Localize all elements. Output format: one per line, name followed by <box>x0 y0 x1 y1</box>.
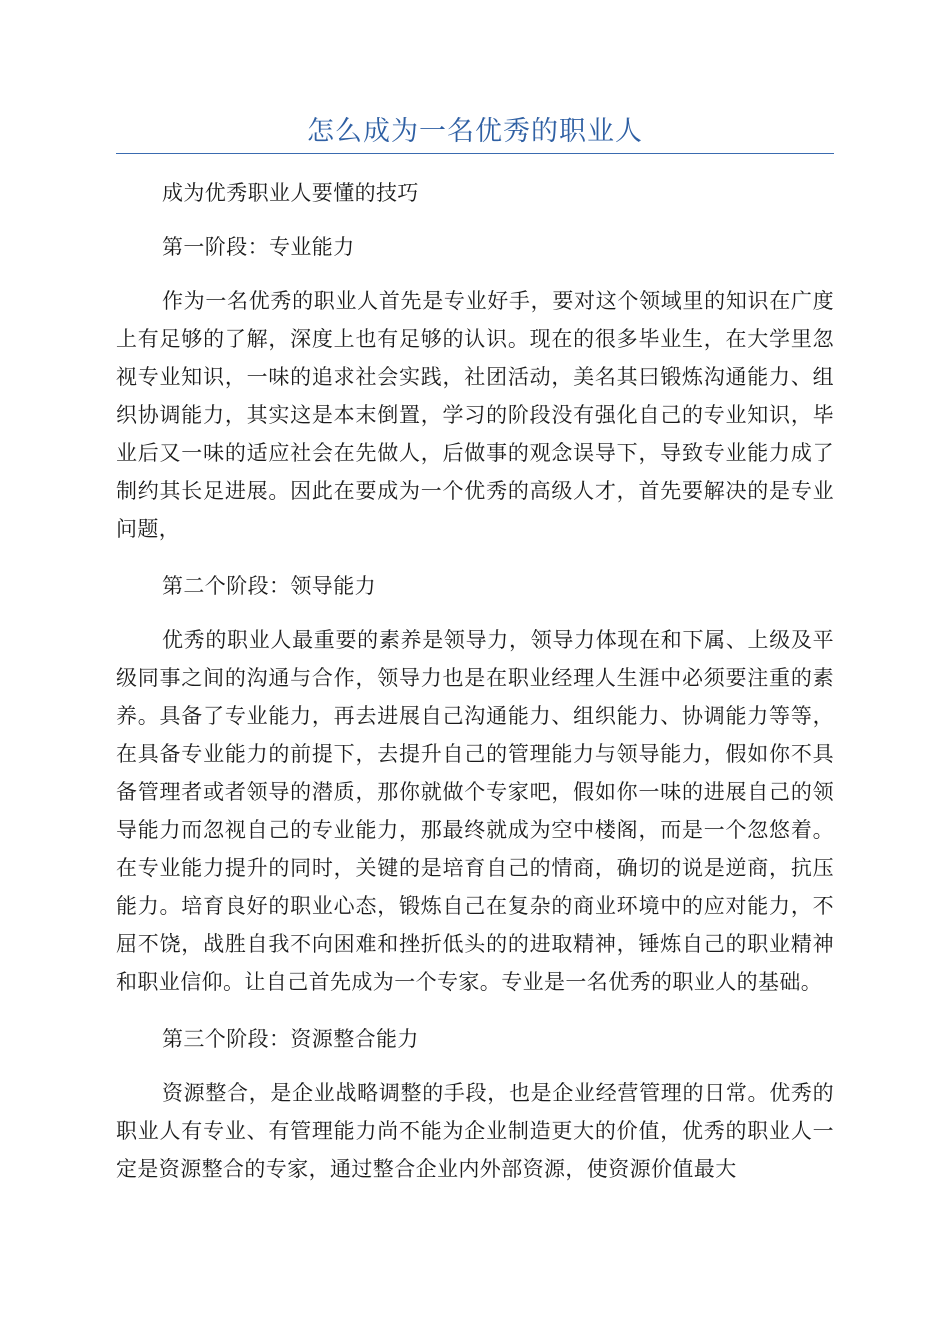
title-underline <box>116 153 834 154</box>
section-heading-stage-one: 第一阶段：专业能力 <box>162 235 355 259</box>
section-heading-stage-three: 第三个阶段：资源整合能力 <box>162 1027 419 1051</box>
document-title: 怎么成为一名优秀的职业人 <box>307 116 643 147</box>
paragraph-stage-one: 作为一名优秀的职业人首先是专业好手，要对这个领域里的知识在广度上有足够的了解，深度上也有足够的认识。现在的很多毕业生，在大学里忽视专业知识，一味的追求社会实践，社团活动，美名其曰锻炼沟通能力、组织协调能力，其实这是本末倒置，学习的阶段没有强化自己的专业知识，毕业后又一味的适应社会在先做人，后做事的观念误导下，导致专业能力成了制约其长足进展。因此在要成为一个优秀的高级人才，首先要解决的是专业问题， <box>116 289 834 541</box>
paragraph-stage-two: 优秀的职业人最重要的素养是领导力，领导力体现在和下属、上级及平级同事之间的沟通与合作，领导力也是在职业经理人生涯中必须要注重的素养。具备了专业能力，再去进展自己沟通能力、组织能力、协调能力等等，在具备专业能力的前提下，去提升自己的管理能力与领导能力，假如你不具备管理者或者领导的潜质，那你就做个专家吧，假如你一味的进展自己的领导能力而忽视自己的专业能力，那最终就成为空中楼阁，而是一个忽悠着。在专业能力提升的同时，关键的是培育自己的情商，确切的说是逆商，抗压能力。培育良好的职业心态，锻炼自己在复杂的商业环境中的应对能力，不屈不饶，战胜自我不向困难和挫折低头的的进取精神，锤炼自己的职业精神和职业信仰。让自己首先成为一个专家。专业是一名优秀的职业人的基础。 <box>116 628 834 994</box>
section-heading-tips: 成为优秀职业人要懂的技巧 <box>162 181 419 205</box>
section-heading-stage-two: 第二个阶段：领导能力 <box>162 574 376 598</box>
document-body <box>116 174 834 1207</box>
paragraph-stage-three: 资源整合，是企业战略调整的手段，也是企业经营管理的日常。优秀的职业人有专业、有管理能力尚不能为企业制造更大的价值，优秀的职业人一定是资源整合的专家，通过整合企业内外部资源，使资源价值最大 <box>116 1081 834 1181</box>
